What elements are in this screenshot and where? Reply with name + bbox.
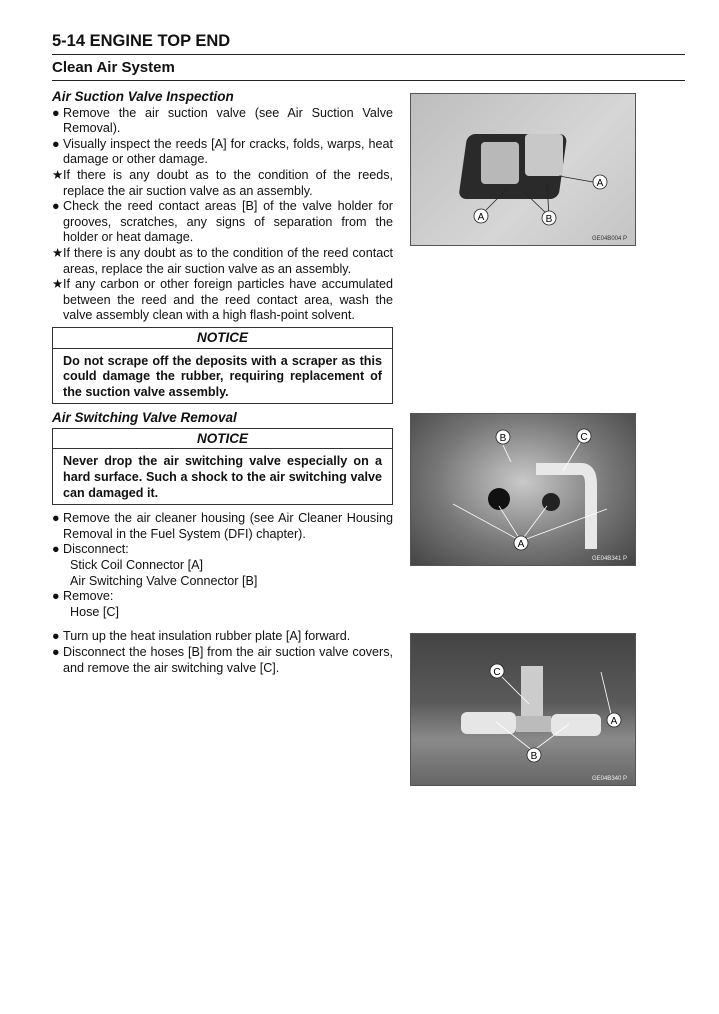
section-title: Clean Air System xyxy=(52,59,175,76)
bullet-icon: ● xyxy=(52,105,60,120)
callout-b: B xyxy=(545,214,553,225)
list-item-text: Remove: xyxy=(63,589,114,604)
list-item-text: Turn up the heat insulation rubber plate [A] forward. xyxy=(63,629,351,644)
list-item-text: Disconnect the hoses [B] from the air suction valve covers, and remove the air switching valve [C]. xyxy=(63,645,393,675)
list-item-text: Remove the air cleaner housing (see Air Cleaner Housing Removal in the Fuel System (DFI) chapter). xyxy=(63,511,393,541)
list-item-text: If there is any doubt as to the condition of the reed contact areas, replace the air suction valve as an assembly. xyxy=(63,245,393,276)
list-subitem: Stick Coil Connector [A] xyxy=(70,558,203,573)
photo-code: GE04B004 P xyxy=(591,236,627,242)
notice-title: NOTICE xyxy=(53,328,392,349)
photo-air-switching-valve xyxy=(410,633,636,786)
list-item-text: If any carbon or other foreign particles have accumulated between the reed and the reed contact area, wash the valve assembly clean with a high flash-point solvent. xyxy=(63,277,393,323)
list-item xyxy=(52,168,393,199)
list-item-text: Disconnect: xyxy=(63,542,129,557)
list-item-text: Visually inspect the reeds [A] for cracks, folds, warps, heat damage or other damage. xyxy=(63,136,393,167)
photo-air-suction-valve xyxy=(410,93,636,246)
bullet-icon: ● xyxy=(52,199,60,214)
notice-box xyxy=(52,327,393,404)
bullet-icon: ● xyxy=(52,542,60,557)
callout-a: A xyxy=(596,178,604,189)
notice-box xyxy=(52,428,393,505)
notice-title: NOTICE xyxy=(53,429,392,450)
callout-b: B xyxy=(499,433,507,444)
callout-c: C xyxy=(493,667,501,678)
list-subitem: Hose [C] xyxy=(70,604,119,619)
list-item-text: Remove the air suction valve (see Air Suction Valve Removal). xyxy=(63,105,393,136)
list-item xyxy=(52,511,393,542)
page-header: 5-14 ENGINE TOP END xyxy=(52,32,231,50)
photo-code: GE04B340 P xyxy=(591,776,627,782)
callout-a: A xyxy=(477,212,485,223)
star-bullet-icon: ★ xyxy=(52,167,64,182)
callout-c: C xyxy=(580,432,588,443)
notice-body: Never drop the air switching valve especially on a hard surface. Such a shock to the air switching valve can damaged it. xyxy=(63,454,382,500)
list-item xyxy=(52,542,393,558)
list-item xyxy=(52,199,393,246)
list-subitem: Air Switching Valve Connector [B] xyxy=(70,573,258,588)
list-item-text: Check the reed contact areas [B] of the valve holder for grooves, scratches, any signs of separation from the holder or heat damage. xyxy=(63,199,393,245)
bullet-icon: ● xyxy=(52,645,60,659)
header-rule xyxy=(52,54,685,55)
list-item xyxy=(52,106,393,137)
list-item xyxy=(52,277,393,324)
bullet-icon: ● xyxy=(52,629,60,644)
subheading-inspection: Air Suction Valve Inspection xyxy=(52,89,234,104)
list-item xyxy=(52,246,393,277)
star-bullet-icon: ★ xyxy=(52,245,64,260)
section-rule xyxy=(52,80,685,81)
callout-b: B xyxy=(530,751,538,762)
list-item xyxy=(52,137,393,168)
list-item-text: If there is any doubt as to the condition of the reeds, replace the air suction valve as an assembly. xyxy=(63,167,393,198)
text-column xyxy=(52,89,393,676)
list-item xyxy=(52,645,393,676)
photo-air-switching-valve-connectors xyxy=(410,413,636,566)
bullet-icon: ● xyxy=(52,136,60,151)
photo-code: GE04B341 P xyxy=(591,556,627,562)
list-item xyxy=(52,629,393,645)
star-bullet-icon: ★ xyxy=(52,277,64,292)
callout-a: A xyxy=(517,539,525,550)
bullet-icon: ● xyxy=(52,511,60,526)
callout-a: A xyxy=(610,716,618,727)
bullet-icon: ● xyxy=(52,589,60,604)
notice-body: Do not scrape off the deposits with a scraper as this could damage the rubber, requiring replacement of the suction valve assembly. xyxy=(63,353,382,399)
list-item xyxy=(52,589,393,605)
subheading-removal: Air Switching Valve Removal xyxy=(52,410,237,426)
